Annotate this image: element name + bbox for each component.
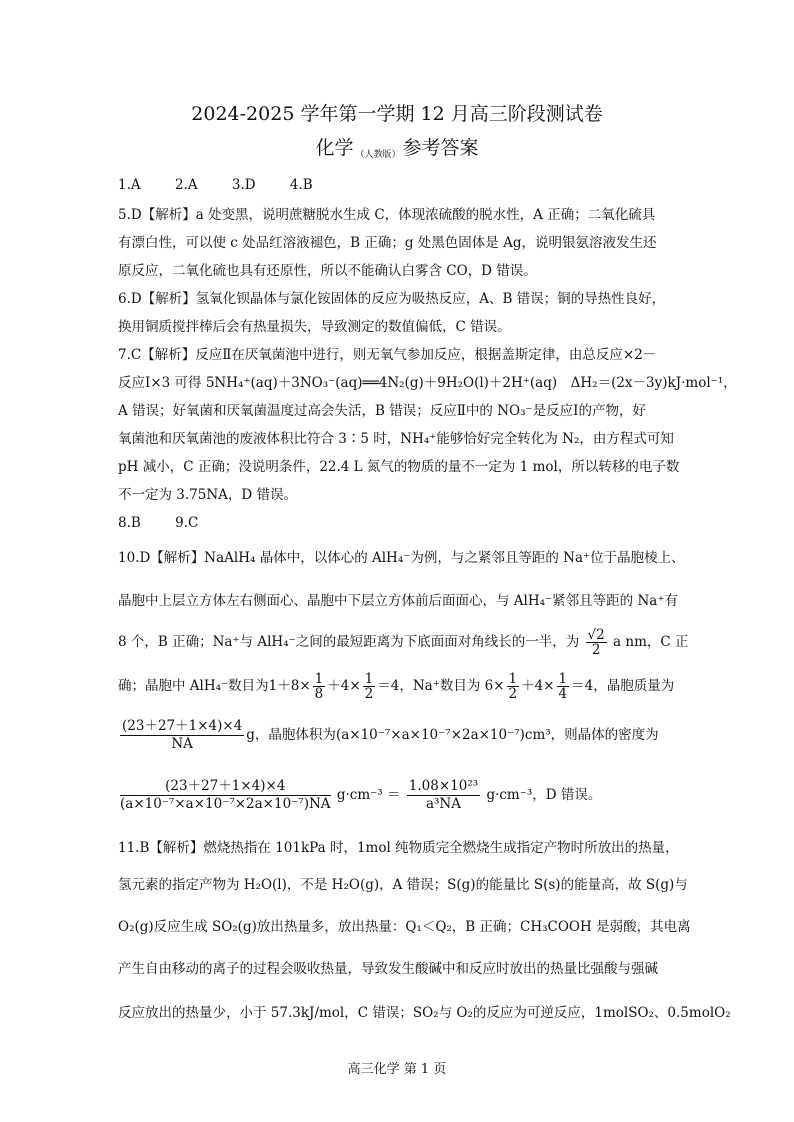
page-subtitle [0, 133, 794, 160]
answers-row-2 [118, 514, 684, 532]
sqrt2-over-2: $\frac{√2}{2}$ [587, 627, 605, 658]
q5-line-1: 5.D【解析】a 处变黑，说明蔗糖脱水生成 C，体现浓硫酸的脱水性，A 正确；二氧化硫具 [118, 207, 656, 223]
density-fraction-1: $\frac{(23+27+1\times 4)\times 4}{\text{(a×10⁻⁷×a×10⁻⁷×2a×10⁻⁷)NA}}$ [120, 778, 331, 812]
q7-line-1: 7.C【解析】反应Ⅱ在厌氧菌池中进行，则无氧气参加反应，根据盖斯定律，由总反应×2－ [118, 347, 657, 363]
q7-line-4: 氧菌池和厌氧菌池的废液体积比符合 3∶5 时，NH₄⁺能够恰好完全转化为 N₂，由方程式可知 [118, 431, 674, 447]
q7-line-3: A 错误；好氧菌和厌氧菌温度过高会失活，B 错误；反应Ⅱ中的 NO₃⁻是反应Ⅰ的产物，好 [118, 403, 646, 419]
q5-line-3: 原反应，二氧化硫也具有还原性，所以不能确认白雾含 CO，D 错误。 [118, 263, 537, 279]
q11-line-3: O₂(g)反应生成 SO₂(g)放出热量多，放出热量：Q₁＜Q₂，B 正确；CH₃COOH 是弱酸，其电离 [118, 919, 691, 935]
q6-line-1: 6.D【解析】氢氧化钡晶体与氯化铵固体的反应为吸热反应，A、B 错误；铜的导热性良好， [118, 291, 666, 307]
q6-line-2: 换用铜质搅拌棒后会有热量损失，导致测定的数值偏低，C 错误。 [118, 319, 511, 335]
page-footer: 高三化学 第 1 页 [347, 1062, 447, 1077]
answers-row-1 [118, 176, 684, 194]
one-half-b: $\frac{1}{2}$ [508, 671, 518, 702]
density-fraction-2: $\frac{\text{1.08×10²³}}{\text{a³NA}}$ [408, 778, 479, 812]
answer-3: 3.D [231, 177, 256, 193]
q11-line-2: 氢元素的指定产物为 H₂O(l)，不是 H₂O(g)，A 错误；S(g)的能量比 S(s)的能量高，故 S(g)与 [118, 877, 688, 893]
q10-line-6: $\frac{(23+27+1\times 4)\times 4}{\text{(a×10⁻⁷×a×10⁻⁷×2a×10⁻⁷)NA}}$ g·cm⁻³ ＝ $\frac{\text{1.08×10²³}}{\text{a³NA}}$ g·cm⁻³，D 错误。 [120, 778, 602, 812]
answer-8: 8.B [118, 515, 141, 531]
edition-label: （人教版） [355, 150, 401, 160]
answer-9: 9.C [175, 515, 199, 531]
q7-line-5: pH 减小，C 正确；没说明条件，22.4 L 氮气的物质的量不一定为 1 mol，所以转移的电子数 [118, 459, 680, 475]
q10-line-3: 8 个，B 正确；Na⁺与 AlH₄⁻之间的最短距离为下底面面对角线长的一半，为 $\frac{√2}{2}$ a nm，C 正 [118, 627, 689, 658]
one-eighth: $\frac{1}{8}$ [314, 671, 324, 702]
answer-4: 4.B [289, 177, 313, 193]
cell-mass-fraction: $\frac{(23+27+1\times 4)\times 4}{NA}$ [122, 718, 243, 752]
answer-1: 1.A [118, 177, 141, 193]
one-half-a: $\frac{1}{2}$ [364, 671, 374, 702]
page-title: 2024-2025 学年第一学期 12 月高三阶段测试卷 [191, 103, 603, 125]
q10-line-1: 10.D【解析】NaAlH₄ 晶体中，以体心的 AlH₄⁻为例，与之紧邻且等距的 Na⁺位于晶胞棱上、 [118, 550, 685, 566]
q11-line-5: 反应放出的热量少，小于 57.3kJ/mol，C 错误；SO₂与 O₂的反应为可逆反应，1molSO₂、0.5molO₂ [118, 1005, 731, 1021]
q10-line-5: $\frac{(23+27+1\times 4)\times 4}{NA}$ g，晶胞体积为(a×10⁻⁷×a×10⁻⁷×2a×10⁻⁷)cm³，则晶体的密度为 [122, 718, 659, 752]
q5-line-2: 有漂白性，可以使 c 处品红溶液褪色，B 正确；g 处黑色固体是 Ag，说明银氨溶液发生还 [118, 235, 657, 251]
q7-line-2: 反应Ⅰ×3 可得 5NH₄⁺(aq)＋3NO₃⁻(aq)══4N₂(g)＋9H₂O(l)＋2H⁺(aq) ΔH₂＝(2x－3y)kJ·mol⁻¹， [118, 375, 737, 391]
one-quarter: $\frac{1}{4}$ [558, 671, 568, 702]
q11-line-1: 11.B【解析】燃烧热指在 101kPa 时，1mol 纯物质完全燃烧生成指定产物时所放出的热量， [118, 840, 679, 856]
answer-label: 参考答案 [402, 137, 479, 159]
q7-line-6: 不一定为 3.75NA，D 错误。 [118, 487, 298, 503]
q11-line-4: 产生自由移动的离子的过程会吸收热量，导致发生酸碱中和反应时放出的热量比强酸与强碱 [118, 961, 658, 977]
q10-line-4: 确；晶胞中 AlH₄⁻数目为1＋8× $\frac{1}{8}$ ＋4× $\frac{1}{2}$ ＝4，Na⁺数目为 6× $\frac{1}{2}$ ＋4× $\frac{1}{4}$ ＝4，晶胞质量为 [118, 671, 675, 702]
q10-line-2: 晶胞中上层立方体左右侧面心、晶胞中下层立方体前后面面心，与 AlH₄⁻紧邻且等距的 Na⁺有 [118, 593, 678, 609]
subject-label: 化学 [315, 137, 354, 159]
answer-2: 2.A [174, 177, 198, 193]
